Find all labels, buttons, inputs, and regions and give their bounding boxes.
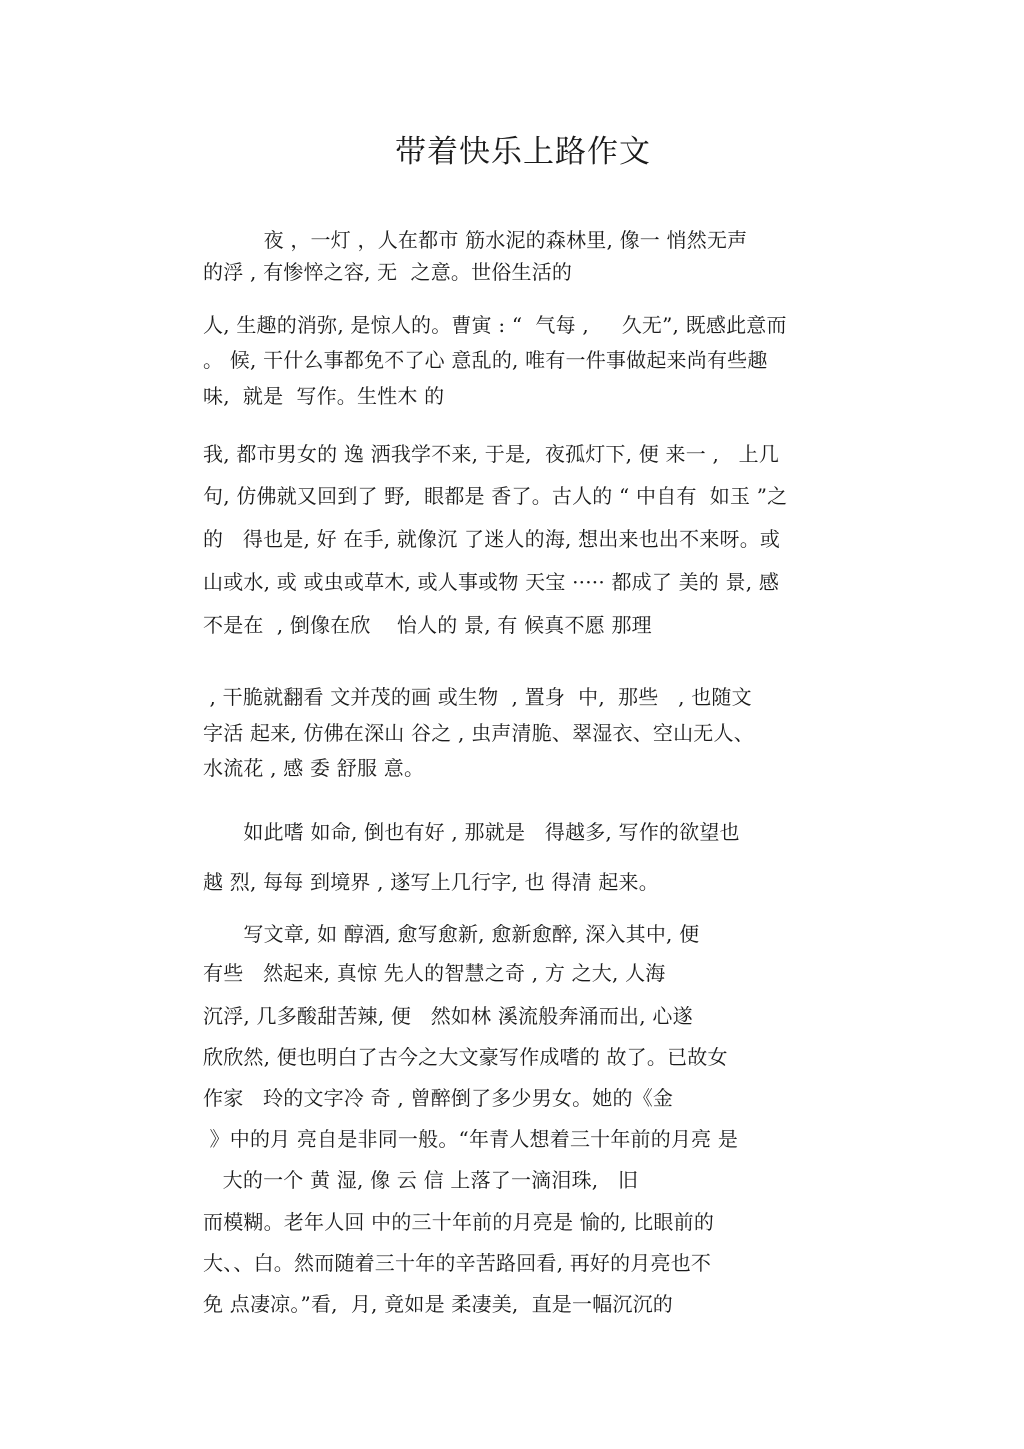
body-line: 夜 ，一灯 ，人在都市 筋水泥的森林里, 像一 悄然无声: [203, 228, 748, 252]
page-title: 带着快乐上路作文: [395, 134, 651, 170]
body-line: 不是在 , 倒像在欣 怡人的 景, 有 候真不愿 那理: [203, 613, 652, 637]
body-line: 大的一个 黄 湿, 像 云 信 上落了一滴泪珠, 旧: [203, 1168, 639, 1192]
body-line: 沉浮, 几多酸甜苦辣, 便 然如林 溪流般奔涌而出, 心遂: [203, 1004, 693, 1028]
body-line: 人, 生趣的消弥, 是惊人的。曹寅 : “ 气每 , 久无”, 既感此意而: [203, 313, 787, 337]
body-line: 水流花 , 感 委 舒服 意。: [203, 756, 425, 780]
body-line: 的浮 , 有惨悴之容, 无 之意。世俗生活的: [203, 260, 573, 284]
body-line: 欣欣然, 便也明白了古今之大文豪写作成嗜的 故了。已故女: [203, 1045, 728, 1069]
body-line: 作家 玲的文字冷 奇 , 曾醉倒了多少男女。她的《金: [203, 1086, 674, 1110]
body-line: , 干脆就翻看 文并茂的画 或生物 , 置身 中, 那些 , 也随文: [203, 685, 752, 709]
body-line: 越 烈, 每每 到境界 , 遂写上几行字, 也 得清 起来。: [203, 870, 659, 894]
body-line: 免 点凄凉。”看, 月, 竟如是 柔凄美, 直是一幅沉沉的: [203, 1292, 673, 1316]
body-line: 山或水, 或 或虫或草木, 或人事或物 天宝 ····· 都成了 美的 景, 感: [203, 570, 780, 594]
body-line: 的 得也是, 好 在手, 就像沉 了迷人的海, 想出来也出不来呀。或: [203, 527, 781, 551]
body-line: 大、、白。然而随着三十年的辛苦路回看, 再好的月亮也不: [203, 1251, 712, 1275]
body-line: 有些 然起来, 真惊 先人的智慧之奇 , 方 之大, 人海: [203, 961, 666, 985]
body-line: 而模糊。老年人回 中的三十年前的月亮是 愉的, 比眼前的: [203, 1210, 715, 1234]
body-line: 字活 起来, 仿佛在深山 谷之 , 虫声清脆、翠湿衣、空山无人、: [203, 721, 754, 745]
body-line: 写文章, 如 醇酒, 愈写愈新, 愈新愈醉, 深入其中, 便: [203, 922, 700, 946]
body-line: 味, 就是 写作。生性木 的: [203, 384, 445, 408]
body-line: 。 候, 干什么事都免不了心 意乱的, 唯有一件事做起来尚有些趣: [203, 348, 768, 372]
body-line: 》中的月 亮自是非同一般。“年青人想着三十年前的月亮 是: [203, 1127, 739, 1151]
body-line: 我, 都市男女的 逸 洒我学不来, 于是, 夜孤灯下, 便 来一 , 上几: [203, 442, 780, 466]
body-line: 如此嗜 如命, 倒也有好 , 那就是 得越多, 写作的欲望也: [203, 820, 740, 844]
body-line: 句, 仿佛就又回到了 野, 眼都是 香了。古人的 “ 中自有 如玉 ”之: [203, 484, 788, 508]
